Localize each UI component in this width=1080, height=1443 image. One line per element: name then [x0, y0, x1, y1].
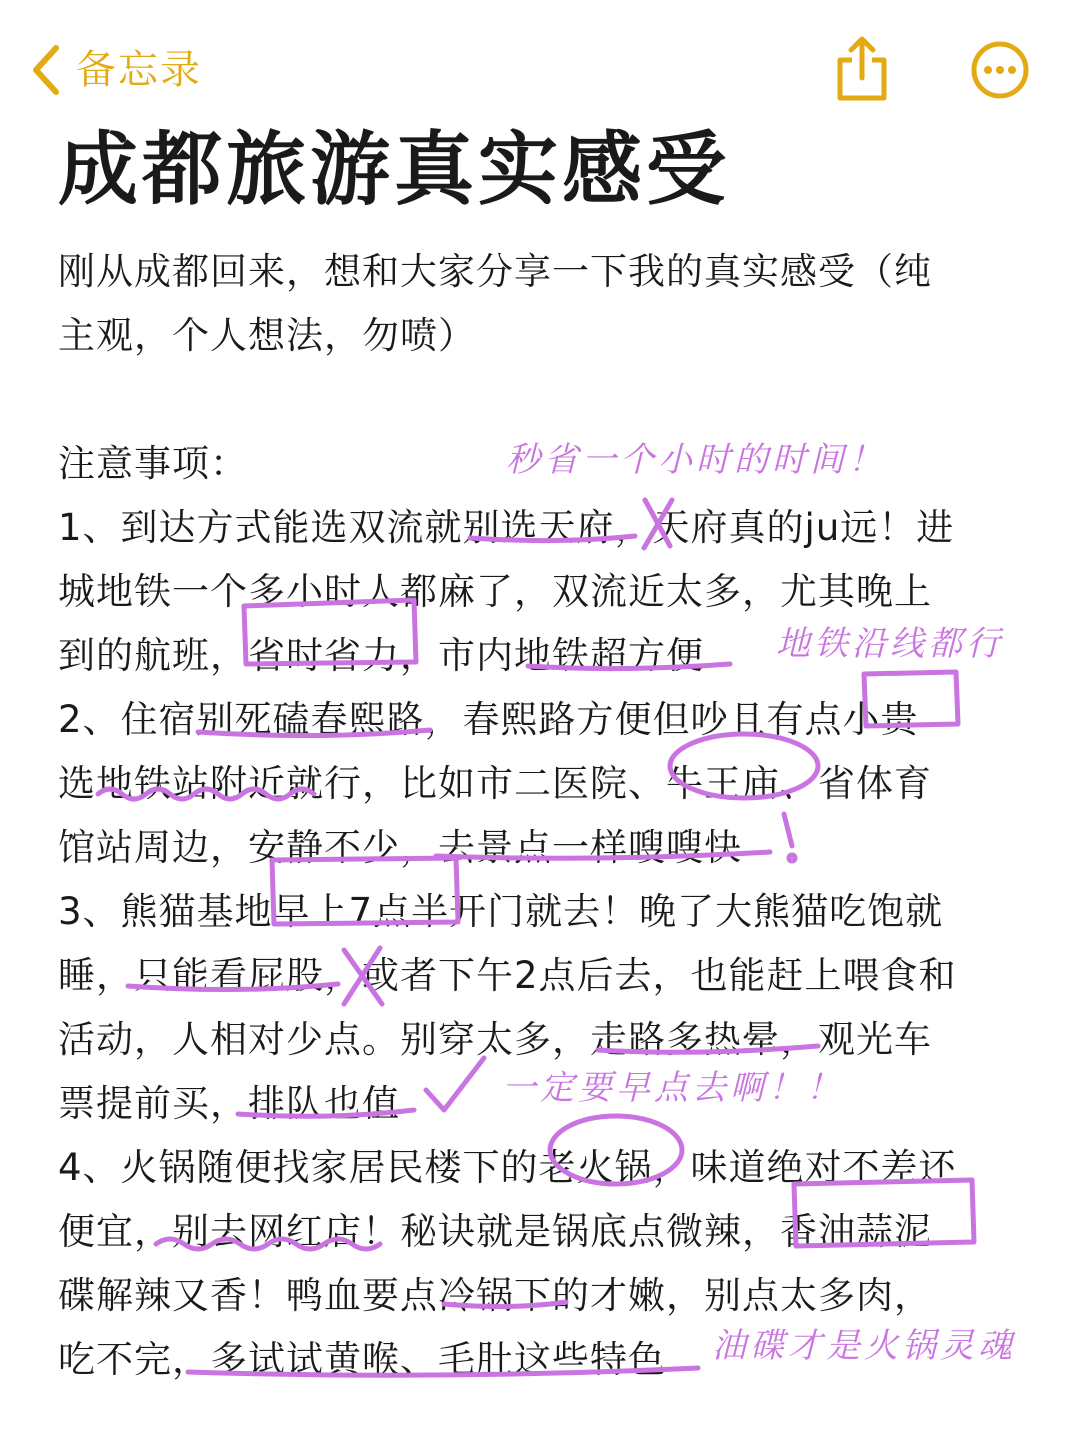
note-line: 吃不完，多试试黄喉、毛肚这些特色 [58, 1338, 666, 1381]
cross-mark [344, 948, 382, 1004]
box-mark [864, 672, 958, 726]
handwritten-note: 一定要早点去啊！！ [502, 1068, 844, 1108]
note-line: 便宜，别去网红店！秘诀就是锅底点微辣，香油蒜泥 [58, 1210, 932, 1253]
handwritten-note: 地铁沿线都行 [776, 624, 1004, 664]
note-line: 活动，人相对少点。别穿太多，走路多热晕，观光车 [58, 1018, 932, 1061]
note-line: 主观，个人想法，勿喷） [58, 314, 476, 357]
note-line: 睡，只能看屁股，或者下午2点后去，也能赶上喂食和 [58, 954, 957, 997]
underline-mark [238, 1110, 414, 1116]
box-mark [794, 1180, 974, 1246]
exclaim-mark [784, 814, 792, 846]
note-line: 2、住宿别死磕春熙路，春熙路方便但吵且有点小贵 [58, 698, 919, 741]
wavy-underline-mark [98, 789, 314, 799]
underline-mark [470, 536, 635, 541]
note-line: 刚从成都回来，想和大家分享一下我的真实感受（纯 [58, 250, 932, 293]
note-line: 选地铁站附近就行，比如市二医院、牛王庙、省体育 [58, 762, 932, 805]
underline-mark [528, 664, 730, 669]
note-line: 1、到达方式能选双流就别选天府，天府真的ju远！进 [58, 506, 955, 549]
note-title: 成都旅游真实感受 [58, 123, 730, 216]
note-line: 4、火锅随便找家居民楼下的老火锅，味道绝对不差还 [58, 1146, 957, 1189]
note-line: 3、熊猫基地早上7点半开门就去！晚了大熊猫吃饱就 [58, 890, 944, 933]
check-mark [426, 1058, 484, 1110]
note-line: 到的航班，省时省力，市内地铁超方便 [58, 634, 704, 677]
circle-mark [550, 1116, 682, 1184]
underline-mark [198, 730, 430, 736]
box-mark [244, 600, 416, 664]
underline-mark [128, 984, 338, 990]
box-mark [272, 858, 458, 924]
note-line: 注意事项： [58, 442, 248, 485]
wavy-underline-mark [156, 1239, 380, 1249]
handwritten-note: 油碟才是火锅灵魂 [712, 1326, 1016, 1366]
circle-mark [670, 734, 818, 798]
cross-mark [644, 500, 672, 548]
underline-mark [436, 852, 770, 858]
exclaim-dot [789, 855, 795, 861]
note-line: 馆站周边，安静不少，去景点一样嗖嗖快 [58, 826, 742, 869]
handwritten-note: 秒省一个小时的时间！ [506, 440, 886, 480]
underline-mark [444, 1302, 566, 1307]
underline-mark [188, 1368, 698, 1375]
underline-mark [598, 1046, 818, 1052]
note-line: 碟解辣又香！鸭血要点冷锅下的才嫩，别点太多肉， [58, 1274, 932, 1317]
back-label: 备忘录 [76, 47, 202, 93]
note-line: 票提前买，排队也值 [58, 1082, 400, 1125]
note-line: 城地铁一个多小时人都麻了，双流近太多，尤其晚上 [58, 570, 932, 613]
